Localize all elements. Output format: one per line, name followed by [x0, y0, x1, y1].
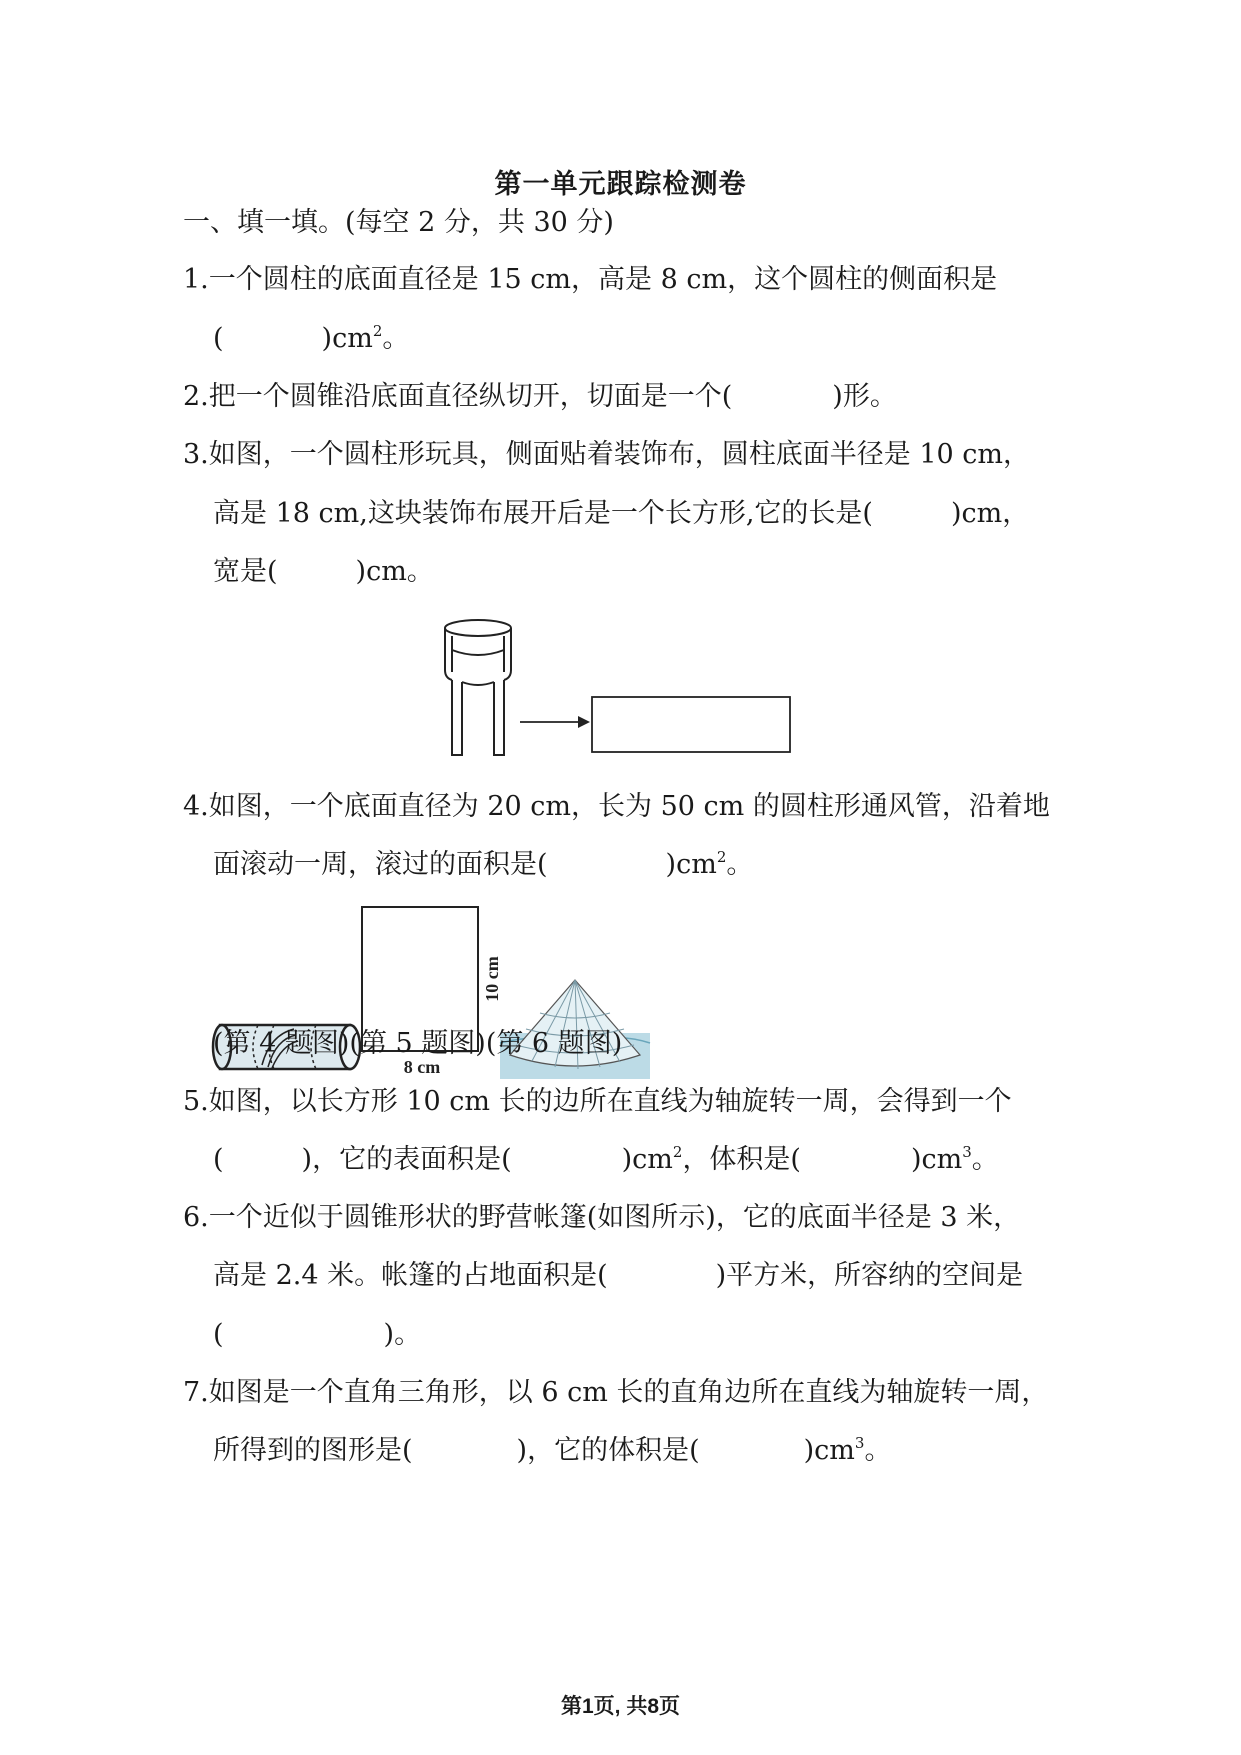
question-text-end: )形。	[832, 381, 897, 412]
section-heading: 一、填一填。(每空 2 分，共 30 分)	[183, 207, 614, 238]
blank-close-unit: )cm	[665, 849, 717, 880]
unit-exponent: 2	[716, 848, 727, 866]
punctuation: 。	[971, 1144, 999, 1175]
blank-close-unit: )cm	[321, 323, 373, 354]
question-1-line-2	[213, 322, 409, 356]
unit-exponent: 3	[962, 1143, 972, 1161]
question-text: 宽是(	[213, 556, 278, 587]
page-title: 第一单元跟踪检测卷	[494, 169, 747, 200]
punctuation: 。	[864, 1435, 892, 1466]
question-text: 所得到的图形是(	[213, 1435, 413, 1466]
question-text-end: )cm，	[950, 498, 1030, 529]
question-text-end: )。	[383, 1319, 422, 1350]
question-text-end: )平方米，所容纳的空间是	[715, 1260, 1024, 1291]
question-4-line-1: 4.如图，一个底面直径为 20 cm，长为 50 cm 的圆柱形通风管，沿着地	[183, 791, 1050, 822]
question-6-line-2	[213, 1259, 1023, 1293]
blank-open: (	[213, 1144, 224, 1175]
question-7-line-1: 7.如图是一个直角三角形，以 6 cm 长的直角边所在直线为轴旋转一周，	[183, 1377, 1049, 1408]
blank-close-unit: )cm	[910, 1144, 963, 1175]
question-text: 高是 2.4 米。帐篷的占地面积是(	[213, 1260, 608, 1291]
question-text: 高是 18 cm,这块装饰布展开后是一个长方形,它的长是(	[213, 498, 873, 529]
question-6-line-1: 6.一个近似于圆锥形状的野营帐篷(如图所示)，它的底面半径是 3 米，	[183, 1202, 1021, 1233]
unrolled-rectangle	[592, 697, 790, 752]
blank-open: (	[213, 1319, 224, 1350]
question-6-line-3	[213, 1318, 421, 1352]
question-3-line-1: 3.如图，一个圆柱形玩具，侧面贴着装饰布，圆柱底面半径是 10 cm，	[183, 439, 1031, 470]
unit-exponent: 2	[672, 1143, 683, 1161]
question-text: ，体积是(	[682, 1144, 801, 1175]
rect-height-label: 10 cm	[482, 956, 502, 1002]
question-5-line-2	[213, 1143, 999, 1177]
question-text: 2.把一个圆锥沿底面直径纵切开，切面是一个(	[183, 381, 733, 412]
blank-close-unit: )cm	[621, 1144, 673, 1175]
unit-exponent: 3	[854, 1434, 865, 1452]
question-1-line-1: 1.一个圆柱的底面直径是 15 cm，高是 8 cm，这个圆柱的侧面积是	[183, 264, 998, 295]
question-4-line-2	[213, 848, 753, 882]
blank-close-unit: )cm	[803, 1435, 855, 1466]
figure-captions: (第 4 题图)(第 5 题图)(第 6 题图)	[213, 1028, 623, 1059]
question-text-end: )cm。	[355, 556, 434, 587]
cylinder-toy-drawing	[445, 620, 511, 755]
question-text: )，它的表面积是(	[301, 1144, 512, 1175]
page-number-footer: 第1页, 共8页	[560, 1695, 681, 1718]
question-3-line-2	[213, 497, 1029, 531]
cylinder-to-rectangle-figure	[440, 610, 795, 760]
rect-width-label: 8 cm	[403, 1057, 441, 1077]
question-text: )，它的体积是(	[516, 1435, 700, 1466]
question-5-line-1: 5.如图，以长方形 10 cm 长的边所在直线为轴旋转一周，会得到一个	[183, 1086, 1012, 1117]
arrow-head-icon	[578, 716, 590, 728]
blank-open: (	[213, 323, 224, 354]
unit-exponent: 2	[372, 322, 383, 340]
question-7-line-2	[213, 1434, 891, 1468]
punctuation: 。	[382, 323, 410, 354]
question-text: 面滚动一周，滚过的面积是(	[213, 849, 548, 880]
question-3-line-3	[213, 555, 434, 589]
question-2	[183, 380, 897, 414]
punctuation: 。	[726, 849, 754, 880]
